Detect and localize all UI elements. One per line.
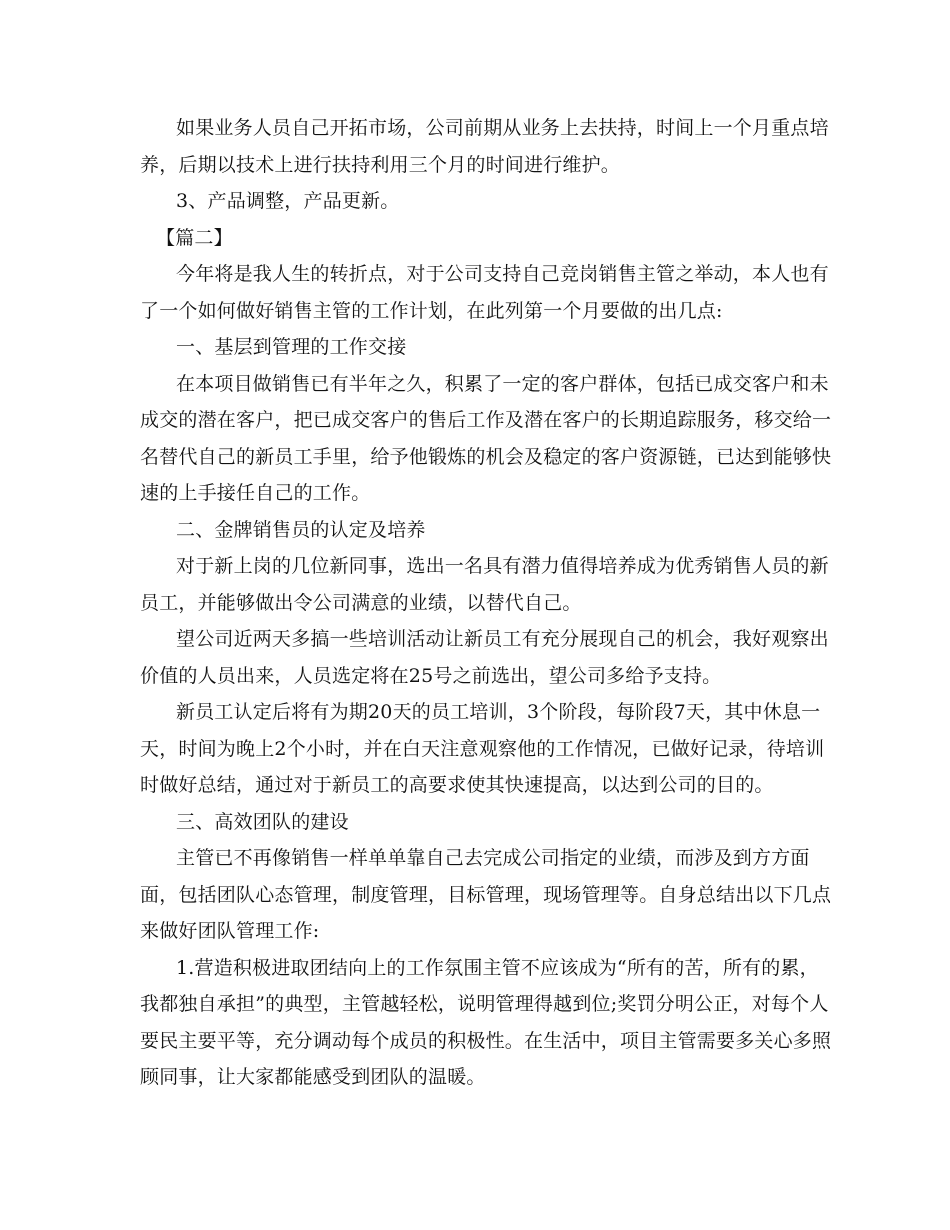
- paragraph-line: 面，包括团队心态管理，制度管理，目标管理，现场管理等。自身总结出以下几点: [140, 883, 832, 906]
- paragraph-line: 主管已不再像销售一样单单靠自己去完成公司指定的业绩，而涉及到方方面: [176, 847, 810, 869]
- paragraph-line: 了一个如何做好销售主管的工作计划，在此列第一个月要做的出几点:: [140, 299, 723, 322]
- subheading: 二、金牌销售员的认定及培养: [176, 518, 426, 541]
- list-item-line: 3、产品调整，产品更新。: [176, 190, 400, 212]
- paragraph-line: 顾同事，让大家都能感受到团队的温暖。: [140, 1066, 486, 1088]
- paragraph-line: 价值的人员出来，人员选定将在25号之前选出，望公司多给予支持。: [140, 664, 722, 687]
- subheading: 一、基层到管理的工作交接: [176, 336, 407, 358]
- paragraph-line: 来做好团队管理工作:: [140, 920, 320, 942]
- paragraph-line: 在本项目做销售已有半年之久，积累了一定的客户群体，包括已成交客户和未: [176, 372, 829, 395]
- section-heading: 【篇二】: [156, 226, 233, 249]
- paragraph-line: 1.营造积极进取团结向上的工作氛围主管不应该成为“所有的苦，所有的累，: [176, 956, 819, 979]
- paragraph-line: 时做好总结，通过对于新员工的高要求使其快速提高，以达到公司的目的。: [140, 774, 774, 796]
- paragraph-line: 今年将是我人生的转折点，对于公司支持自己竞岗销售主管之举动，本人也有: [176, 263, 829, 285]
- paragraph-line: 我都独自承担”的典型，主管越轻松，说明管理得越到位;奖罚分明公正，对每个人: [140, 993, 829, 1015]
- paragraph-line: 天，时间为晚上2个小时，并在白天注意观察他的工作情况，已做好记录，待培训: [140, 737, 825, 760]
- paragraph-line: 新员工认定后将有为期20天的员工培训，3个阶段，每阶段7天，其中休息一: [176, 701, 821, 723]
- document-body: [140, 110, 832, 1096]
- paragraph-line: 如果业务人员自己开拓市场，公司前期从业务上去扶持，时间上一个月重点培: [176, 117, 829, 139]
- paragraph-line: 速的上手接任自己的工作。: [140, 482, 371, 504]
- paragraph-line: 望公司近两天多搞一些培训活动让新员工有充分展现自己的机会，我好观察出: [176, 628, 829, 650]
- paragraph-line: 要民主要平等，充分调动每个成员的积极性。在生活中，项目主管需要多关心多照: [140, 1029, 832, 1052]
- paragraph-line: 名替代自己的新员工手里，给予他锻炼的机会及稳定的客户资源链，已达到能够快: [140, 445, 832, 468]
- paragraph-line: 对于新上岗的几位新同事，选出一名具有潜力值得培养成为优秀销售人员的新: [176, 555, 829, 577]
- paragraph-line: 养，后期以技术上进行扶持利用三个月的时间进行维护。: [140, 153, 621, 176]
- paragraph-line: 员工，并能够做出令公司满意的业绩，以替代自己。: [140, 591, 582, 614]
- paragraph-line: 成交的潜在客户，把已成交客户的售后工作及潜在客户的长期追踪服务，移交给一: [140, 409, 832, 431]
- subheading: 三、高效团队的建设: [176, 810, 349, 833]
